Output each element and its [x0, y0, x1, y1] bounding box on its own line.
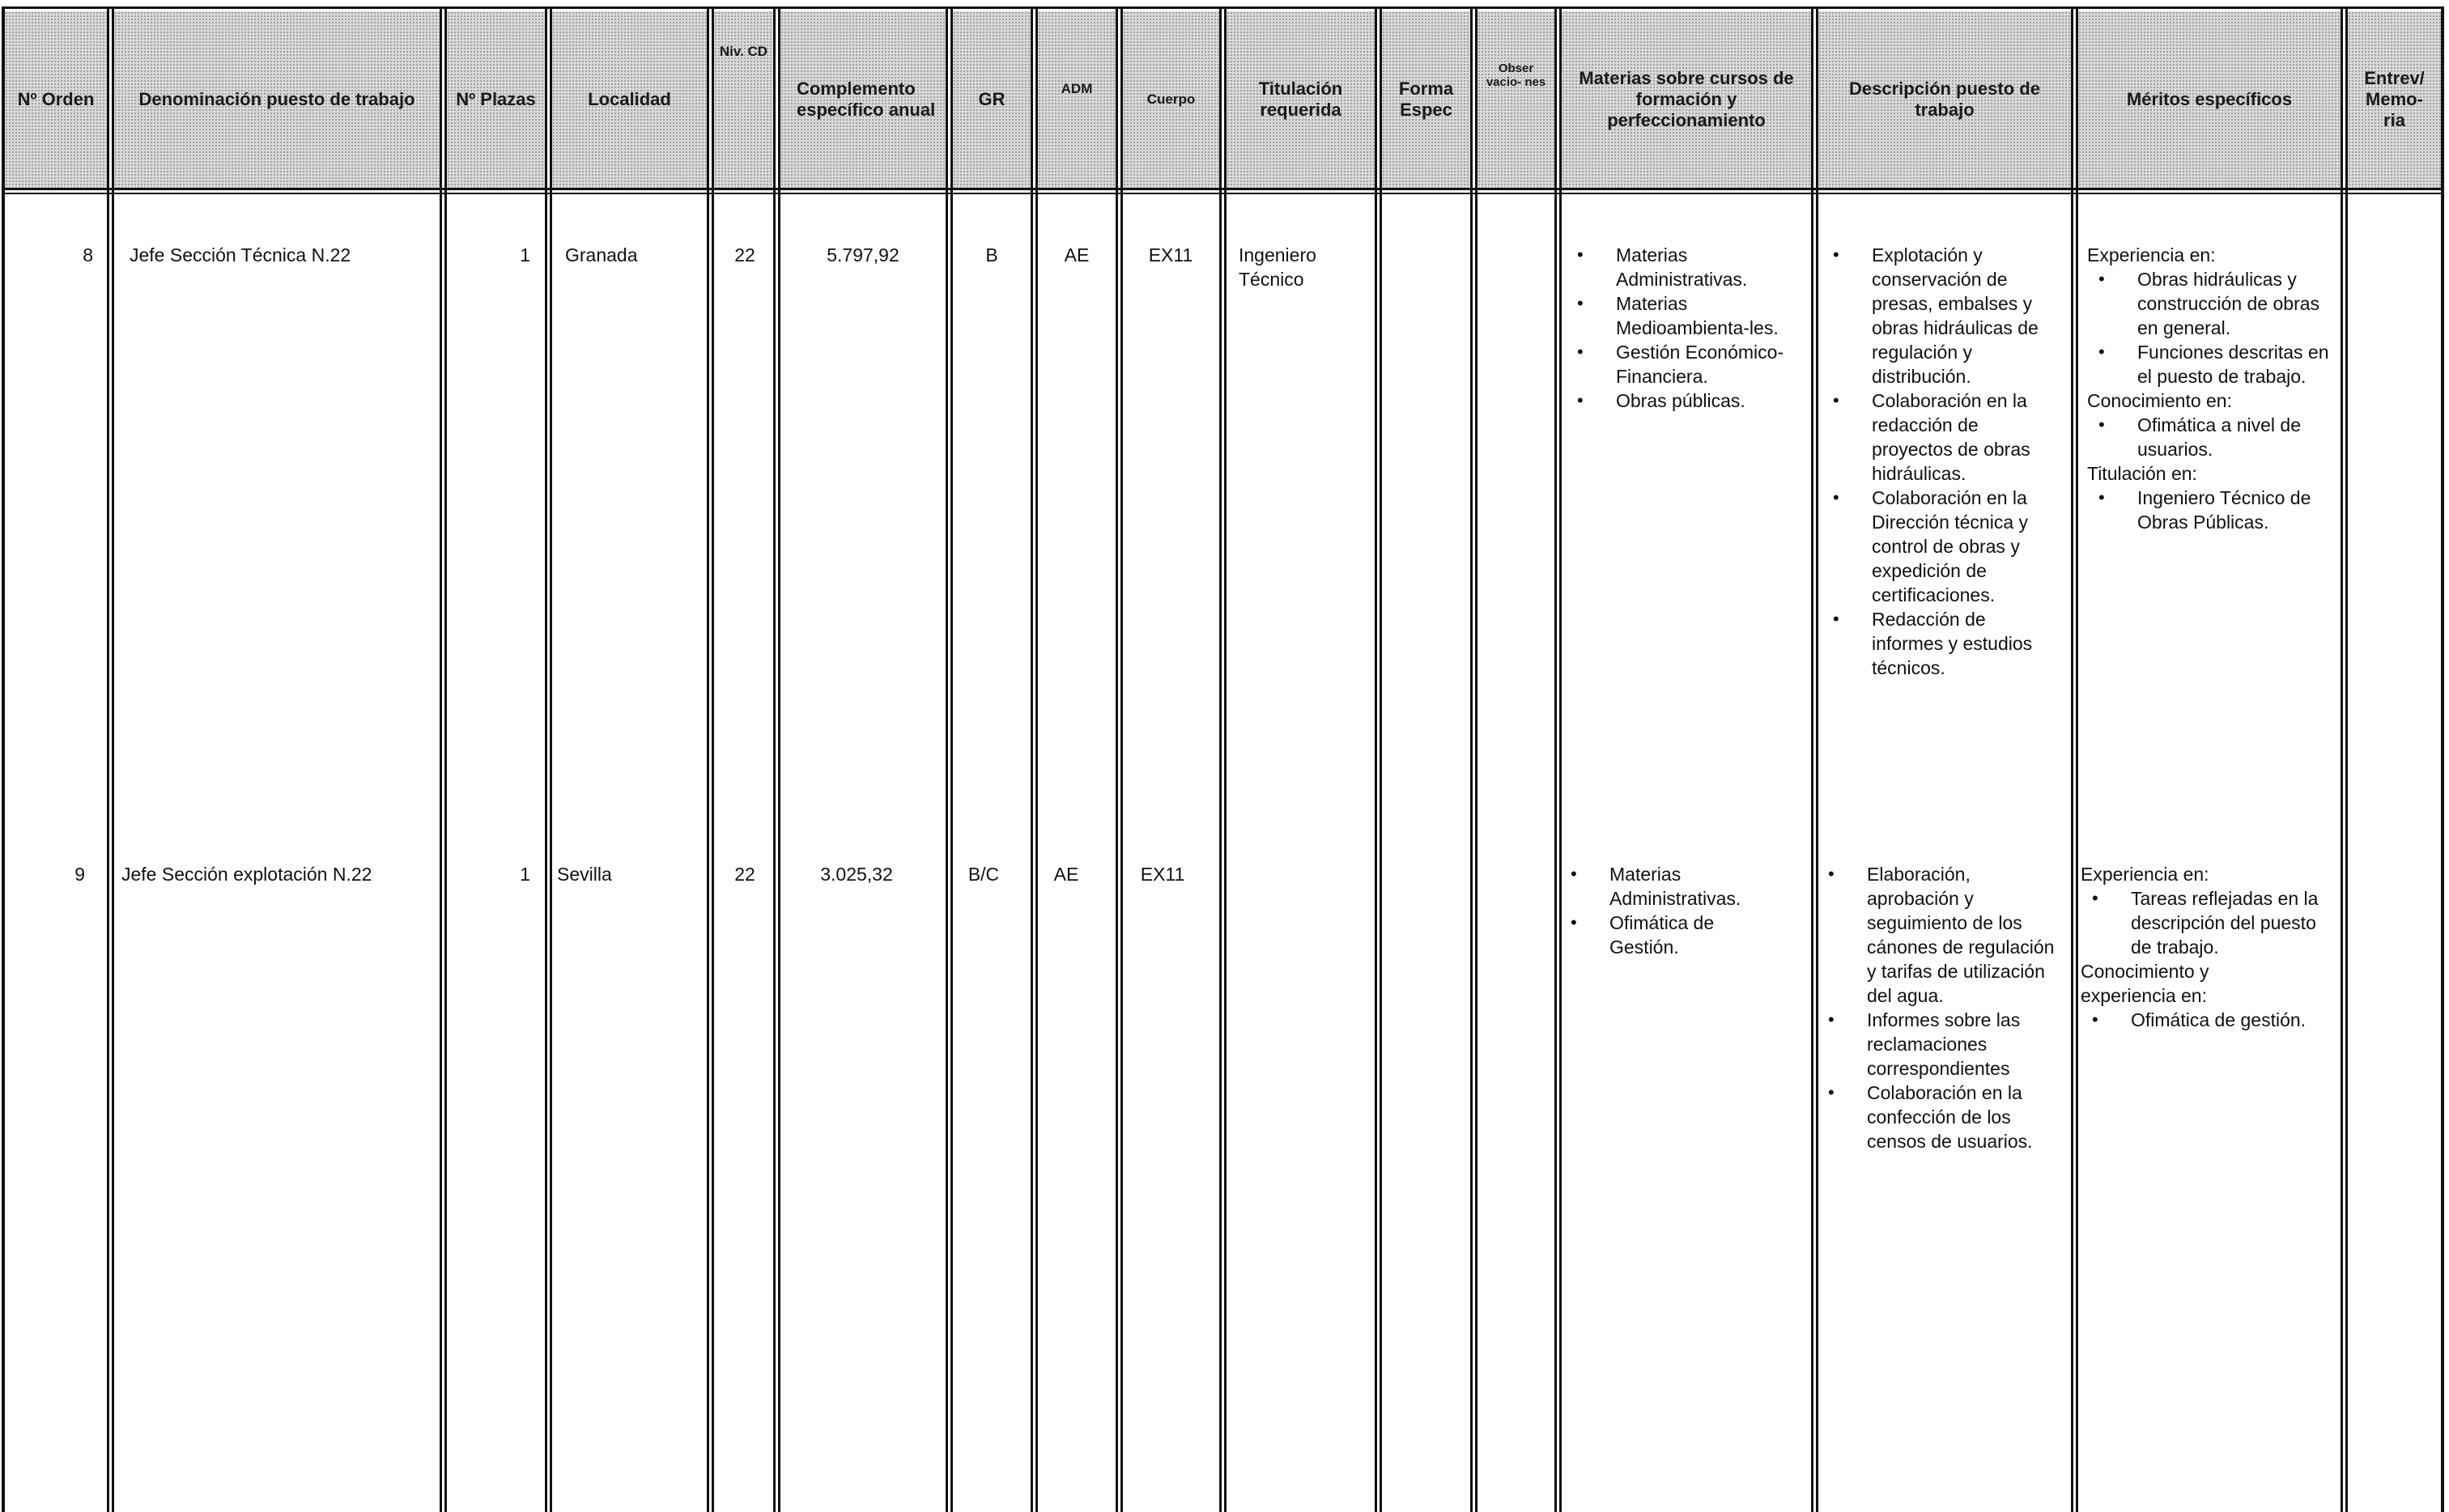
meritos-heading: Titulación en:	[2087, 463, 2197, 484]
list-item: • Funciones descritas en el puesto de trabajo.	[2087, 340, 2330, 389]
header-plazas: Nº Plazas	[447, 11, 545, 188]
meritos-heading: Experiencia en:	[2087, 244, 2216, 265]
header-materias: Materias sobre cursos de formación y perfeccionamiento	[1562, 11, 1811, 188]
meritos-heading: Conocimiento y experiencia en:	[2081, 961, 2209, 1006]
row-denominacion: Jefe Sección Técnica N.22	[130, 244, 351, 265]
list-item: • Explotación y conservación de presas, embalses y obras hidráulicas de regulación y distribución.	[1822, 243, 2056, 389]
list-item: • Colaboración en la redacción de proyectos de obras hidráulicas.	[1822, 389, 2056, 486]
row-meritos	[2081, 862, 2332, 1032]
header-complemento: Complemento específico anual	[780, 11, 946, 188]
row-denominacion: Jefe Sección explotación N.22	[121, 864, 372, 885]
header-forma: Forma Espec	[1382, 11, 1470, 188]
row-localidad: Sevilla	[557, 864, 612, 885]
list-item: • Materias Medioambienta-les.	[1566, 291, 1784, 340]
row-descripcion	[1817, 862, 2060, 1153]
meritos-heading: Conocimiento en:	[2087, 390, 2232, 411]
row-complemento: 3.025,32	[820, 864, 893, 885]
list-item: • Ofimática de gestión.	[2081, 1008, 2332, 1032]
header-entrevista: Entrev/ Memo- ria	[2348, 11, 2441, 188]
row-adm: AE	[1064, 244, 1090, 265]
list-item: • Materias Administrativas.	[1559, 862, 1786, 911]
row-orden: 9	[74, 864, 85, 885]
row-materias	[1566, 243, 1784, 413]
row-orden: 8	[83, 244, 93, 265]
row-localidad: Granada	[565, 244, 638, 265]
row-cuerpo: EX11	[1148, 244, 1193, 265]
header-descripcion: Descripción puesto de trabajo	[1818, 11, 2071, 188]
list-item: • Colaboración en la Dirección técnica y control de obras y expedición de certificaciones.	[1822, 486, 2056, 607]
list-item: • Elaboración, aprobación y seguimiento de los cánones de regulación y tarifas de utilización del agua.	[1817, 862, 2060, 1008]
row-materias	[1559, 862, 1786, 959]
header-titulacion: Titulación requerida	[1227, 11, 1375, 188]
row-plazas: 1	[520, 244, 530, 265]
header-adm: ADM	[1038, 11, 1116, 188]
list-item: • Gestión Económico-Financiera.	[1566, 340, 1784, 389]
list-item: • Ofimática de Gestión.	[1559, 911, 1786, 959]
header-localidad: Localidad	[552, 11, 707, 188]
header-nivel: Niv. CD	[714, 11, 773, 188]
row-descripcion	[1822, 243, 2056, 680]
list-item: • Colaboración en la confección de los censos de usuarios.	[1817, 1081, 2060, 1153]
header-observaciones: Obser vacio- nes	[1477, 11, 1554, 188]
row-nivel: 22	[734, 864, 755, 885]
list-item: • Materias Administrativas.	[1566, 243, 1784, 291]
list-item: • Obras públicas.	[1566, 389, 1784, 413]
header-denominacion: Denominación puesto de trabajo	[114, 11, 440, 188]
list-item: • Redacción de informes y estudios técnicos.	[1822, 607, 2056, 680]
row-gr: B	[985, 244, 998, 265]
header-cuerpo: Cuerpo	[1123, 11, 1219, 188]
header-orden: Nº Orden	[5, 11, 107, 188]
row-nivel: 22	[734, 244, 755, 265]
row-plazas: 1	[520, 864, 530, 885]
row-titulacion: Ingeniero Técnico	[1239, 244, 1316, 290]
list-item: • Ingeniero Técnico de Obras Públicas.	[2087, 486, 2330, 534]
row-cuerpo: EX11	[1140, 864, 1185, 885]
list-item: • Informes sobre las reclamaciones correspondientes	[1817, 1008, 2060, 1081]
row-complemento: 5.797,92	[827, 244, 899, 265]
list-item: • Tareas reflejadas en la descripción del puesto de trabajo.	[2081, 886, 2332, 959]
list-item: • Obras hidráulicas y construcción de obras en general.	[2087, 267, 2330, 340]
row-adm: AE	[1053, 864, 1079, 885]
header-gr: GR	[953, 11, 1031, 188]
row-meritos	[2087, 243, 2330, 534]
header-meritos: Méritos específicos	[2078, 11, 2341, 188]
meritos-heading: Experiencia en:	[2081, 864, 2209, 885]
row-gr: B/C	[967, 864, 1000, 885]
list-item: • Ofimática a nivel de usuarios.	[2087, 413, 2330, 461]
